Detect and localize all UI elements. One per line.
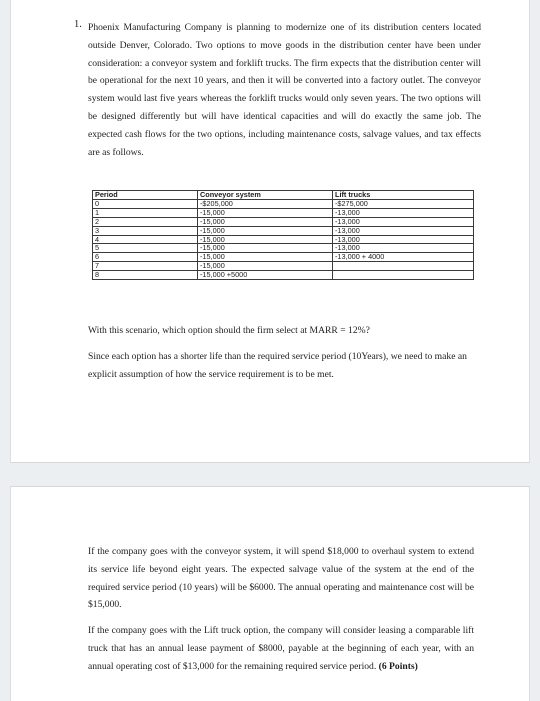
table-header-row	[93, 191, 474, 200]
cell-period: 0	[93, 199, 198, 208]
question-intro: Phoenix Manufacturing Company is planning to modernize one of its distribution centers located outside Denver, Colorado. Two options to move goods in the distribution center have been under consideration: a conveyor system and forklift trucks. The firm expects that the distribution center will be operational for the next 10 years, and then it will be converted into a factory outlet. The conveyor system would last five years whereas the forklift trucks would only seven years. The two options will be designed differently but will have identical capacities and will do exactly the same job. The expected cash flows for the two options, including maintenance costs, salvage values, and tax effects are as follows.	[88, 22, 481, 158]
table-row	[93, 226, 474, 235]
header-period: Period	[93, 191, 198, 200]
cell-period: 5	[93, 244, 198, 253]
table-row	[93, 253, 474, 262]
cell-conveyor: -15,000	[198, 226, 333, 235]
cell-period: 3	[93, 226, 198, 235]
table-row	[93, 235, 474, 244]
cell-lift: -13,000	[333, 235, 474, 244]
points-label: (6 Points)	[378, 660, 418, 672]
lift-truck-scenario-text: If the company goes with the Lift truck option, the company will consider leasing a comparable lift truck that has an annual lease payment of $8000, payable at the beginning of each year, with an annual operating cost of $13,000 for the remaining required service period.	[88, 625, 474, 672]
cell-period: 1	[93, 208, 198, 217]
cell-period: 2	[93, 217, 198, 226]
cell-conveyor: -15,000 +5000	[198, 271, 333, 280]
table-row	[93, 217, 474, 226]
cash-flow-table	[92, 190, 474, 280]
table-row	[93, 262, 474, 271]
question-number: 1.	[74, 19, 82, 30]
table-row	[93, 208, 474, 217]
cell-lift	[333, 262, 474, 271]
cell-conveyor: -15,000	[198, 235, 333, 244]
header-conveyor: Conveyor system	[198, 191, 333, 200]
cell-period: 8	[93, 271, 198, 280]
conveyor-scenario: If the company goes with the conveyor system, it will spend $18,000 to overhaul system to extend its service life beyond eight years. The expected salvage value of the system at the end of the required service period (10 years) will be $6000. The annual operating and maintenance cost will be $15,000.	[88, 546, 474, 611]
cell-conveyor: -15,000	[198, 253, 333, 262]
lift-truck-scenario	[88, 622, 474, 675]
cell-lift: -13,000 + 4000	[333, 253, 474, 262]
cell-lift: -$275,000	[333, 199, 474, 208]
cell-lift: -13,000	[333, 244, 474, 253]
cell-period: 7	[93, 262, 198, 271]
table-row	[93, 271, 474, 280]
cell-lift: -13,000	[333, 217, 474, 226]
marr-question: With this scenario, which option should the firm select at MARR = 12%?	[88, 325, 370, 336]
cell-period: 4	[93, 235, 198, 244]
cell-period: 6	[93, 253, 198, 262]
service-assumption-note: Since each option has a shorter life than the required service period (10Years), we need to make an explicit assumption of how the service requirement is to be met.	[88, 351, 467, 380]
cell-lift: -13,000	[333, 208, 474, 217]
header-lift-trucks: Lift trucks	[333, 191, 474, 200]
table-row	[93, 244, 474, 253]
cell-lift: -13,000	[333, 226, 474, 235]
cell-conveyor: -$205,000	[198, 199, 333, 208]
cell-conveyor: -15,000	[198, 262, 333, 271]
cell-conveyor: -15,000	[198, 217, 333, 226]
table-row	[93, 199, 474, 208]
cell-lift	[333, 271, 474, 280]
cell-conveyor: -15,000	[198, 208, 333, 217]
cell-conveyor: -15,000	[198, 244, 333, 253]
